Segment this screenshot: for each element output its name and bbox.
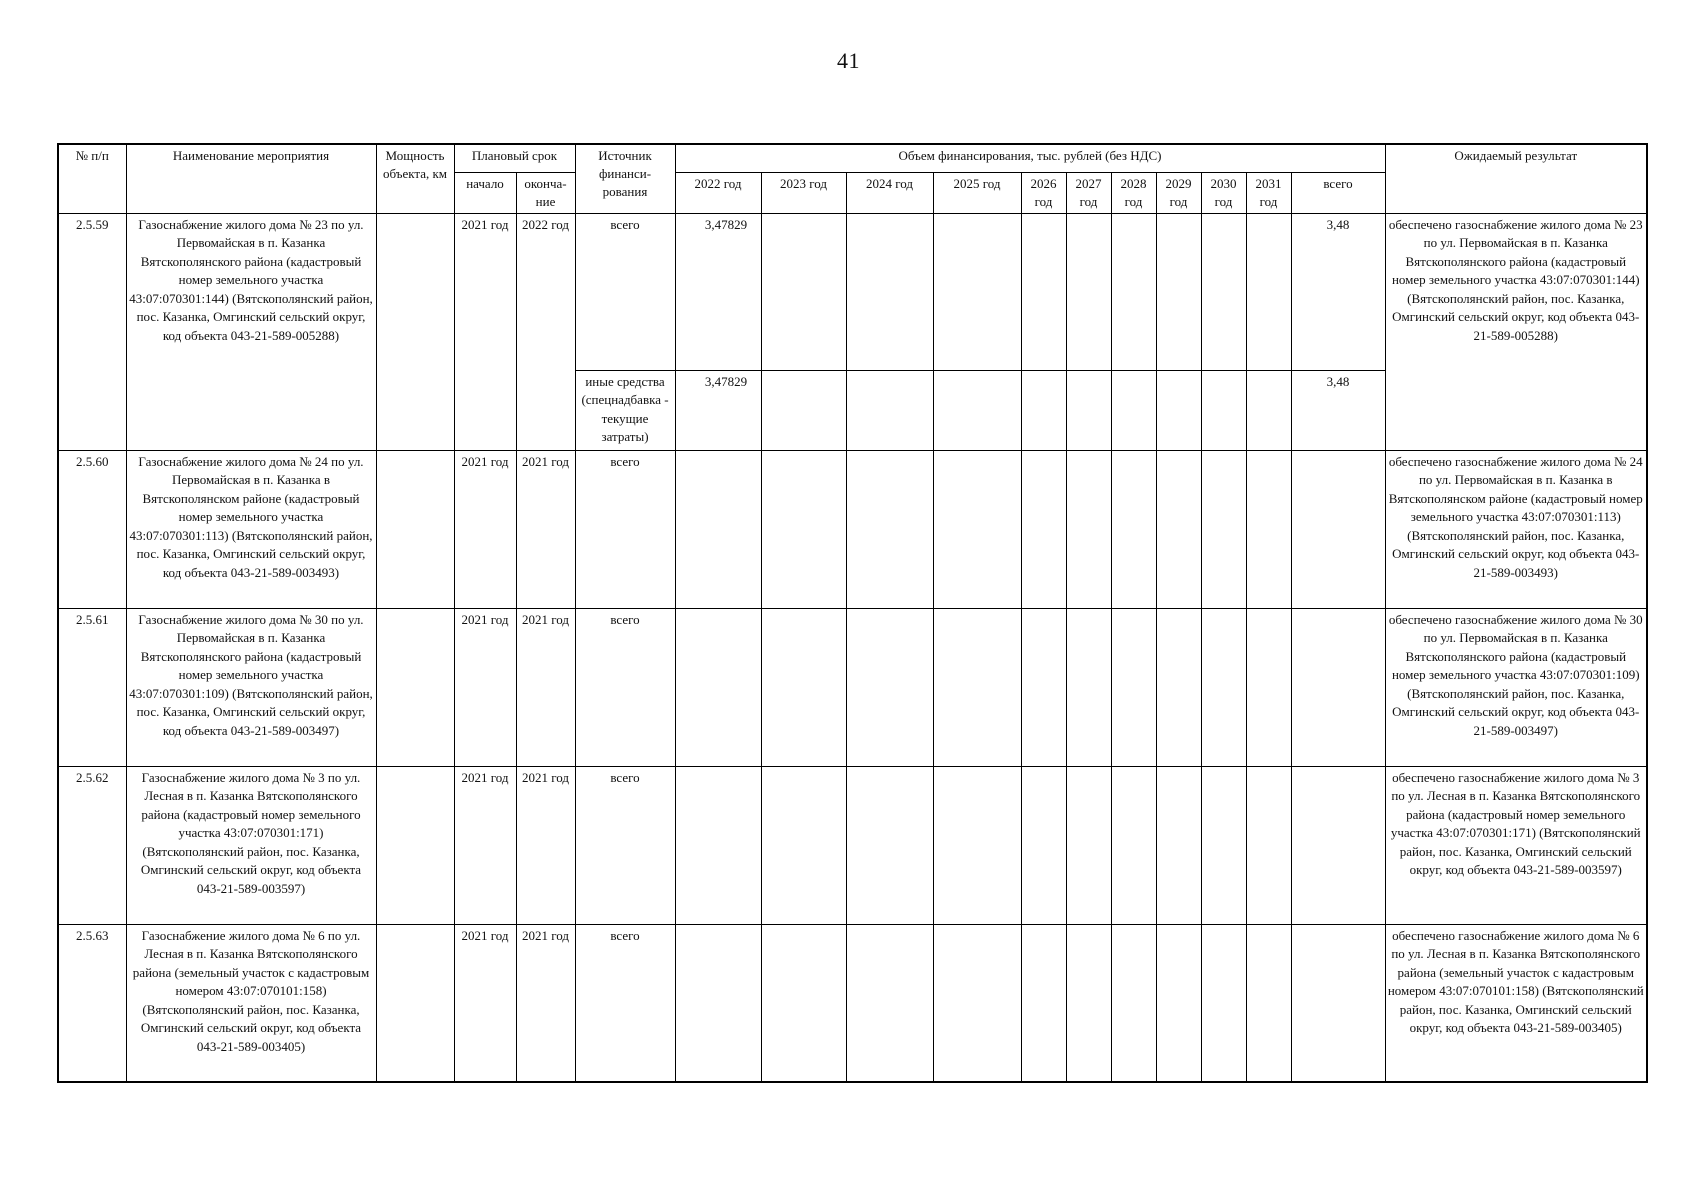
header-year-2031: 2031 год bbox=[1246, 172, 1291, 213]
header-total: всего bbox=[1291, 172, 1385, 213]
row-start: 2021 год bbox=[454, 450, 516, 608]
row-name: Газоснабжение жилого дома № 24 по ул. Первомайская в п. Казанка в Вятскополянском районе (кадастровый номер земельного участка 43:07:070301:113) (Вятскополянский район, пос. Казанка, Омгинский сельский округ, код объекта 043-21-589-003493) bbox=[126, 450, 376, 608]
table-row bbox=[58, 766, 1647, 924]
row-power bbox=[376, 766, 454, 924]
row-power bbox=[376, 450, 454, 608]
row-result: обеспечено газоснабжение жилого дома № 24 по ул. Первомайская в п. Казанка в Вятскополянском районе (кадастровый номер земельного участка 43:07:070301:113) (Вятскополянский район, пос. Казанка, Омгинский сельский округ, код объекта 043-21-589-003493) bbox=[1385, 450, 1647, 608]
row-source: всего bbox=[575, 924, 675, 1082]
header-term: Плановый срок bbox=[454, 144, 575, 172]
table-row bbox=[58, 924, 1647, 1082]
header-year-2030: 2030 год bbox=[1201, 172, 1246, 213]
row-end: 2021 год bbox=[516, 450, 575, 608]
row-name: Газоснабжение жилого дома № 6 по ул. Лесная в п. Казанка Вятскополянского района (земельный участок с кадастровым номером 43:07:070101:158) (Вятскополянский район, пос. Казанка, Омгинский сельский округ, код объекта 043-21-589-003405) bbox=[126, 924, 376, 1082]
row-number: 2.5.60 bbox=[58, 450, 126, 608]
header-term-start: начало bbox=[454, 172, 516, 213]
header-year-2028: 2028 год bbox=[1111, 172, 1156, 213]
header-result: Ожидаемый результат bbox=[1385, 144, 1647, 213]
header-year-2026: 2026 год bbox=[1021, 172, 1066, 213]
row-end: 2021 год bbox=[516, 766, 575, 924]
row-start: 2021 год bbox=[454, 924, 516, 1082]
row-number: 2.5.59 bbox=[58, 213, 126, 450]
header-year-2029: 2029 год bbox=[1156, 172, 1201, 213]
row-value-total: 3,48 bbox=[1291, 213, 1385, 370]
row-end: 2021 год bbox=[516, 924, 575, 1082]
row-source: иные средства (спецнадбавка - текущие затраты) bbox=[575, 370, 675, 450]
row-power bbox=[376, 608, 454, 766]
row-number: 2.5.61 bbox=[58, 608, 126, 766]
header-power: Мощность объекта, км bbox=[376, 144, 454, 213]
row-name: Газоснабжение жилого дома № 30 по ул. Первомайская в п. Казанка Вятскополянского района (кадастровый номер земельного участка 43:07:070301:109) (Вятскополянский район, пос. Казанка, Омгинский сельский округ, код объекта 043-21-589-003497) bbox=[126, 608, 376, 766]
funding-plan-table bbox=[57, 143, 1648, 1083]
row-value-2022: 3,47829 bbox=[675, 213, 761, 370]
row-end: 2021 год bbox=[516, 608, 575, 766]
table-row bbox=[58, 213, 1647, 370]
header-no: № п/п bbox=[58, 144, 126, 213]
page-number: 41 bbox=[837, 48, 860, 73]
row-source: всего bbox=[575, 766, 675, 924]
row-start: 2021 год bbox=[454, 213, 516, 450]
row-source: всего bbox=[575, 608, 675, 766]
row-source: всего bbox=[575, 450, 675, 608]
row-value-2022: 3,47829 bbox=[675, 370, 761, 450]
row-name: Газоснабжение жилого дома № 3 по ул. Лесная в п. Казанка Вятскополянского района (кадастровый номер земельного участка 43:07:070301:171) (Вятскополянский район, пос. Казанка, Омгинский сельский округ, код объекта 043-21-589-003597) bbox=[126, 766, 376, 924]
table-row bbox=[58, 450, 1647, 608]
row-value-total: 3,48 bbox=[1291, 370, 1385, 450]
row-end: 2022 год bbox=[516, 213, 575, 450]
header-year-2027: 2027 год bbox=[1066, 172, 1111, 213]
row-start: 2021 год bbox=[454, 766, 516, 924]
header-year-2022: 2022 год bbox=[675, 172, 761, 213]
row-power bbox=[376, 213, 454, 450]
row-result: обеспечено газоснабжение жилого дома № 23 по ул. Первомайская в п. Казанка Вятскополянского района (кадастровый номер земельного участка 43:07:070301:144) (Вятскополянский район, пос. Казанка, Омгинский сельский округ, код объекта 043-21-589-005288) bbox=[1385, 213, 1647, 450]
table-row bbox=[58, 608, 1647, 766]
row-number: 2.5.63 bbox=[58, 924, 126, 1082]
header-year-2025: 2025 год bbox=[933, 172, 1021, 213]
header-year-2023: 2023 год bbox=[761, 172, 846, 213]
header-funding: Объем финансирования, тыс. рублей (без НДС) bbox=[675, 144, 1385, 172]
row-name: Газоснабжение жилого дома № 23 по ул. Первомайская в п. Казанка Вятскополянского района (кадастровый номер земельного участка 43:07:070301:144) (Вятскополянский район, пос. Казанка, Омгинский сельский округ, код объекта 043-21-589-005288) bbox=[126, 213, 376, 450]
row-start: 2021 год bbox=[454, 608, 516, 766]
row-result: обеспечено газоснабжение жилого дома № 6 по ул. Лесная в п. Казанка Вятскополянского района (земельный участок с кадастровым номером 43:07:070101:158) (Вятскополянский район, пос. Казанка, Омгинский сельский округ, код объекта 043-21-589-003405) bbox=[1385, 924, 1647, 1082]
row-number: 2.5.62 bbox=[58, 766, 126, 924]
row-source: всего bbox=[575, 213, 675, 370]
header-source: Источник финанси-рования bbox=[575, 144, 675, 213]
header-year-2024: 2024 год bbox=[846, 172, 933, 213]
row-result: обеспечено газоснабжение жилого дома № 3 по ул. Лесная в п. Казанка Вятскополянского района (кадастровый номер земельного участка 43:07:070301:171) (Вятскополянский район, пос. Казанка, Омгинский сельский округ, код объекта 043-21-589-003597) bbox=[1385, 766, 1647, 924]
header-term-end: оконча-ние bbox=[516, 172, 575, 213]
row-power bbox=[376, 924, 454, 1082]
header-name: Наименование мероприятия bbox=[126, 144, 376, 213]
row-result: обеспечено газоснабжение жилого дома № 30 по ул. Первомайская в п. Казанка Вятскополянского района (кадастровый номер земельного участка 43:07:070301:109) (Вятскополянский район, пос. Казанка, Омгинский сельский округ, код объекта 043-21-589-003497) bbox=[1385, 608, 1647, 766]
